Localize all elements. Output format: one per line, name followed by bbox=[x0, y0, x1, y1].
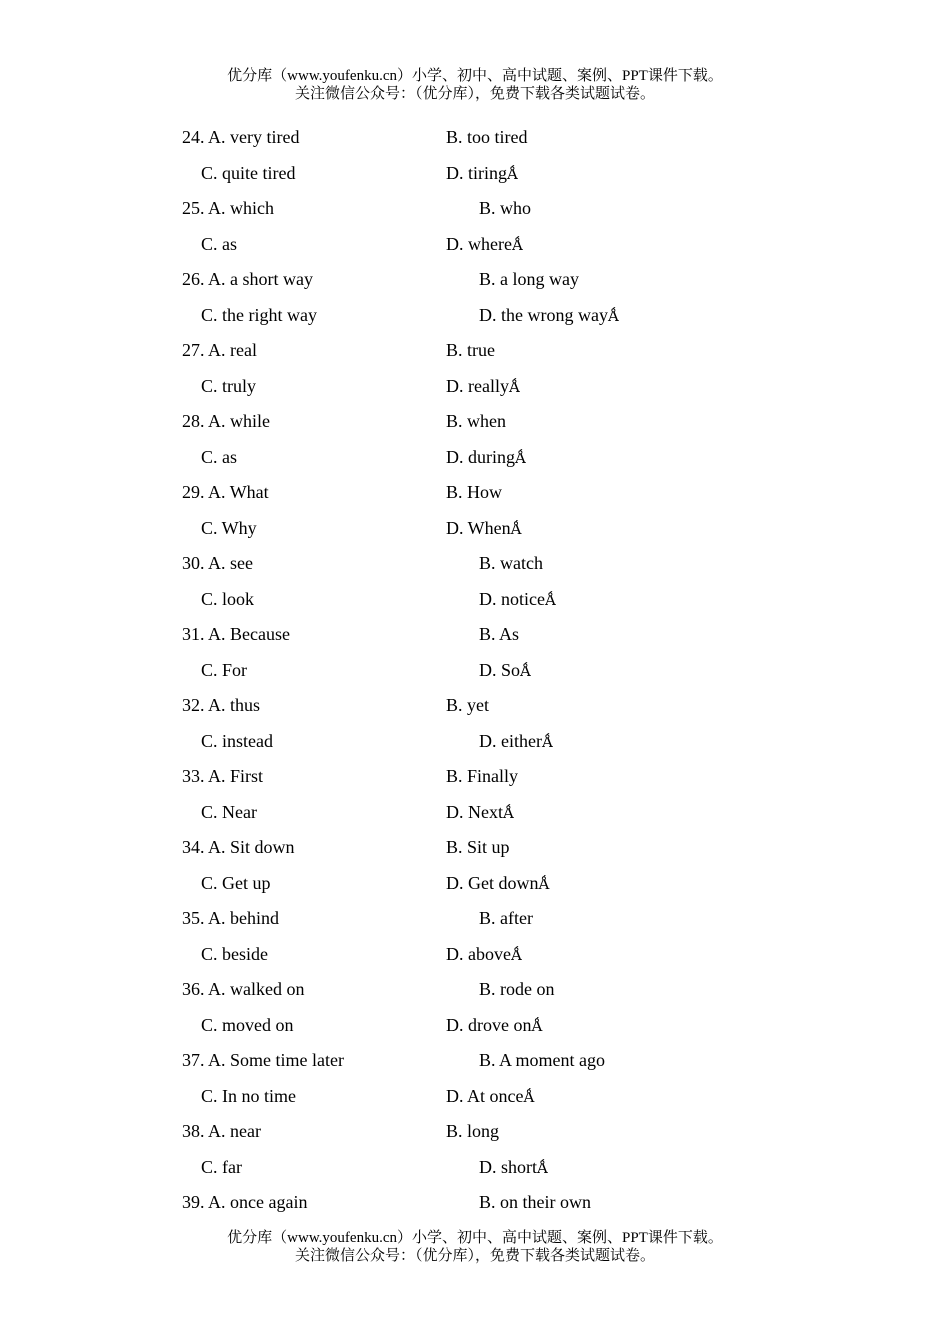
option-d: D. short bbox=[479, 1156, 537, 1177]
option-a: A. What bbox=[208, 482, 269, 502]
option-b-cell bbox=[446, 407, 506, 435]
option-a: A. a short way bbox=[208, 269, 313, 289]
header-line-1: 优分库（www.youfenku.cn）小学、初中、高中试题、案例、PPT课件下载。 bbox=[227, 68, 723, 84]
trailing-mark-glyph: Ǻ bbox=[510, 945, 522, 964]
option-b-cell bbox=[479, 1188, 591, 1216]
option-a: A. while bbox=[208, 411, 271, 431]
trailing-mark-glyph: Ǻ bbox=[510, 519, 522, 538]
question-number-and-option-a bbox=[182, 762, 263, 790]
question-row-cd bbox=[0, 798, 950, 826]
option-c: C. the right way bbox=[201, 304, 317, 325]
option-b: B. when bbox=[446, 411, 506, 431]
question-number-and-option-a bbox=[182, 620, 290, 648]
question-row-ab bbox=[0, 762, 950, 790]
option-a: A. once again bbox=[208, 1192, 308, 1212]
question-row-cd bbox=[0, 656, 950, 684]
question-row-cd bbox=[0, 372, 950, 400]
option-c: C. far bbox=[201, 1156, 242, 1177]
option-b: B. rode on bbox=[479, 979, 555, 999]
trailing-mark-glyph: Ǻ bbox=[607, 306, 619, 325]
option-d: D. during bbox=[446, 446, 515, 467]
option-c: C. as bbox=[201, 233, 237, 254]
trailing-mark-glyph: Ǻ bbox=[538, 874, 550, 893]
option-a: A. very tired bbox=[208, 127, 300, 147]
trailing-mark-glyph: Ǻ bbox=[541, 732, 553, 751]
option-b-cell bbox=[446, 336, 495, 364]
option-b-cell bbox=[446, 123, 528, 151]
question-row-cd bbox=[0, 585, 950, 613]
option-b-cell bbox=[446, 691, 489, 719]
question-number-and-option-a bbox=[182, 549, 253, 577]
option-b-cell bbox=[446, 478, 502, 506]
option-d-cell bbox=[479, 585, 556, 614]
question-number: 34. bbox=[182, 837, 205, 857]
option-b-cell bbox=[446, 833, 510, 861]
question-row-ab bbox=[0, 407, 950, 435]
option-a: A. Some time later bbox=[208, 1050, 344, 1070]
trailing-mark-glyph: Ǻ bbox=[507, 164, 518, 183]
option-b: B. Finally bbox=[446, 766, 519, 786]
option-d: D. the wrong way bbox=[479, 304, 608, 325]
question-row-ab bbox=[0, 1188, 950, 1216]
option-b: B. after bbox=[479, 908, 533, 928]
option-b-cell bbox=[479, 1046, 605, 1074]
option-d-cell bbox=[446, 443, 526, 472]
option-b-cell bbox=[479, 265, 579, 293]
option-c: C. Why bbox=[201, 517, 257, 538]
option-d: D. either bbox=[479, 730, 542, 751]
option-c: C. as bbox=[201, 446, 237, 467]
question-number: 30. bbox=[182, 553, 205, 573]
option-a: A. which bbox=[208, 198, 275, 218]
question-number-and-option-a bbox=[182, 975, 305, 1003]
option-d-cell bbox=[479, 727, 553, 756]
option-d-cell bbox=[446, 372, 520, 401]
option-b-cell bbox=[479, 620, 519, 648]
trailing-mark-glyph: Ǻ bbox=[531, 1016, 543, 1035]
trailing-mark-glyph: Ǻ bbox=[523, 1087, 535, 1106]
question-number-and-option-a bbox=[182, 904, 279, 932]
question-row-ab bbox=[0, 549, 950, 577]
question-number: 28. bbox=[182, 411, 205, 431]
footer-line-1: 优分库（www.youfenku.cn）小学、初中、高中试题、案例、PPT课件下载。 bbox=[227, 1230, 723, 1246]
question-row-ab bbox=[0, 1117, 950, 1145]
question-number-and-option-a bbox=[182, 407, 270, 435]
question-row-ab bbox=[0, 336, 950, 364]
option-b: B. yet bbox=[446, 695, 489, 715]
question-number-and-option-a bbox=[182, 833, 295, 861]
question-number: 25. bbox=[182, 198, 205, 218]
option-b: B. true bbox=[446, 340, 495, 360]
question-number: 33. bbox=[182, 766, 205, 786]
option-d-cell bbox=[446, 1082, 534, 1111]
option-d: D. above bbox=[446, 943, 511, 964]
trailing-mark-glyph: Ǻ bbox=[515, 448, 526, 467]
question-row-ab bbox=[0, 904, 950, 932]
question-number-and-option-a bbox=[182, 1117, 261, 1145]
trailing-mark-glyph: Ǻ bbox=[503, 803, 514, 822]
option-d: D. When bbox=[446, 517, 511, 538]
option-b: B. watch bbox=[479, 553, 543, 573]
option-d: D. notice bbox=[479, 588, 545, 609]
option-c: C. moved on bbox=[201, 1014, 294, 1035]
option-d-cell bbox=[446, 1011, 542, 1040]
question-number: 26. bbox=[182, 269, 205, 289]
option-a: A. see bbox=[208, 553, 253, 573]
option-b: B. long bbox=[446, 1121, 500, 1141]
question-number-and-option-a bbox=[182, 123, 299, 151]
question-row-cd bbox=[0, 514, 950, 542]
option-a: A. thus bbox=[208, 695, 261, 715]
option-d-cell bbox=[446, 798, 514, 827]
option-d-cell bbox=[446, 940, 522, 969]
option-b: B. Sit up bbox=[446, 837, 510, 857]
option-d-cell bbox=[446, 514, 522, 543]
option-b: B. How bbox=[446, 482, 503, 502]
trailing-mark-glyph: Ǻ bbox=[537, 1158, 548, 1177]
option-d: D. At once bbox=[446, 1085, 524, 1106]
option-d-cell bbox=[446, 869, 549, 898]
option-c: C. quite tired bbox=[201, 162, 296, 183]
option-a: A. behind bbox=[208, 908, 280, 928]
question-number: 36. bbox=[182, 979, 205, 999]
option-d: D. Next bbox=[446, 801, 503, 822]
option-d-cell bbox=[446, 159, 518, 188]
question-number-and-option-a bbox=[182, 336, 257, 364]
option-b: B. A moment ago bbox=[479, 1050, 605, 1070]
option-c: C. Near bbox=[201, 801, 257, 822]
option-c: C. For bbox=[201, 659, 248, 680]
question-number: 24. bbox=[182, 127, 205, 147]
question-row-ab bbox=[0, 1046, 950, 1074]
trailing-mark-glyph: Ǻ bbox=[520, 661, 531, 680]
option-d-cell bbox=[479, 301, 619, 330]
question-row-cd bbox=[0, 230, 950, 258]
question-row-cd bbox=[0, 727, 950, 755]
option-c: C. Get up bbox=[201, 872, 271, 893]
option-a: A. walked on bbox=[208, 979, 305, 999]
option-c: C. look bbox=[201, 588, 255, 609]
footer-line-2: 关注微信公众号：（优分库），免费下载各类试题试卷。 bbox=[294, 1248, 655, 1264]
option-b: B. on their own bbox=[479, 1192, 591, 1212]
option-c: C. instead bbox=[201, 730, 273, 751]
page-footer bbox=[0, 1229, 950, 1265]
option-d: D. tiring bbox=[446, 162, 507, 183]
option-a: A. Because bbox=[208, 624, 290, 644]
question-row-cd bbox=[0, 869, 950, 897]
question-number-and-option-a bbox=[182, 691, 260, 719]
option-a: A. real bbox=[208, 340, 257, 360]
question-number: 39. bbox=[182, 1192, 205, 1212]
option-d-cell bbox=[479, 656, 531, 685]
option-b: B. As bbox=[479, 624, 520, 644]
option-b: B. a long way bbox=[479, 269, 579, 289]
option-a: A. Sit down bbox=[208, 837, 295, 857]
question-row-ab bbox=[0, 620, 950, 648]
question-number: 32. bbox=[182, 695, 205, 715]
question-number: 35. bbox=[182, 908, 205, 928]
question-row-cd bbox=[0, 940, 950, 968]
option-c: C. beside bbox=[201, 943, 268, 964]
option-b: B. too tired bbox=[446, 127, 528, 147]
question-row-cd bbox=[0, 301, 950, 329]
question-row-cd bbox=[0, 1153, 950, 1181]
option-a: A. First bbox=[208, 766, 264, 786]
option-c: C. In no time bbox=[201, 1085, 296, 1106]
question-row-ab bbox=[0, 123, 950, 151]
option-b-cell bbox=[479, 549, 543, 577]
question-row-ab bbox=[0, 691, 950, 719]
option-a: A. near bbox=[208, 1121, 261, 1141]
question-number: 38. bbox=[182, 1121, 205, 1141]
question-number: 29. bbox=[182, 482, 205, 502]
question-number-and-option-a bbox=[182, 1046, 344, 1074]
question-row-ab bbox=[0, 194, 950, 222]
question-row-ab bbox=[0, 975, 950, 1003]
question-row-cd bbox=[0, 1082, 950, 1110]
trailing-mark-glyph: Ǻ bbox=[544, 590, 556, 609]
option-d: D. where bbox=[446, 233, 512, 254]
question-number-and-option-a bbox=[182, 1188, 307, 1216]
question-row-ab bbox=[0, 833, 950, 861]
option-d-cell bbox=[479, 1153, 548, 1182]
question-row-cd bbox=[0, 443, 950, 471]
question-number-and-option-a bbox=[182, 194, 274, 222]
question-row-ab bbox=[0, 478, 950, 506]
trailing-mark-glyph: Ǻ bbox=[511, 235, 523, 254]
option-d: D. drove on bbox=[446, 1014, 532, 1035]
option-b-cell bbox=[479, 904, 533, 932]
trailing-mark-glyph: Ǻ bbox=[508, 377, 520, 396]
question-row-cd bbox=[0, 159, 950, 187]
option-d: D. Get down bbox=[446, 872, 539, 893]
option-b: B. who bbox=[479, 198, 532, 218]
option-d-cell bbox=[446, 230, 523, 259]
question-row-cd bbox=[0, 1011, 950, 1039]
question-number: 37. bbox=[182, 1050, 205, 1070]
option-b-cell bbox=[446, 1117, 499, 1145]
option-c: C. truly bbox=[201, 375, 257, 396]
question-number-and-option-a bbox=[182, 478, 269, 506]
option-b-cell bbox=[479, 194, 531, 222]
question-number-and-option-a bbox=[182, 265, 313, 293]
question-number: 31. bbox=[182, 624, 205, 644]
question-row-ab bbox=[0, 265, 950, 293]
option-b-cell bbox=[446, 762, 518, 790]
option-d: D. really bbox=[446, 375, 509, 396]
header-line-2: 关注微信公众号：（优分库），免费下载各类试题试卷。 bbox=[294, 86, 655, 102]
option-b-cell bbox=[479, 975, 555, 1003]
option-d: D. So bbox=[479, 659, 521, 680]
question-number: 27. bbox=[182, 340, 205, 360]
